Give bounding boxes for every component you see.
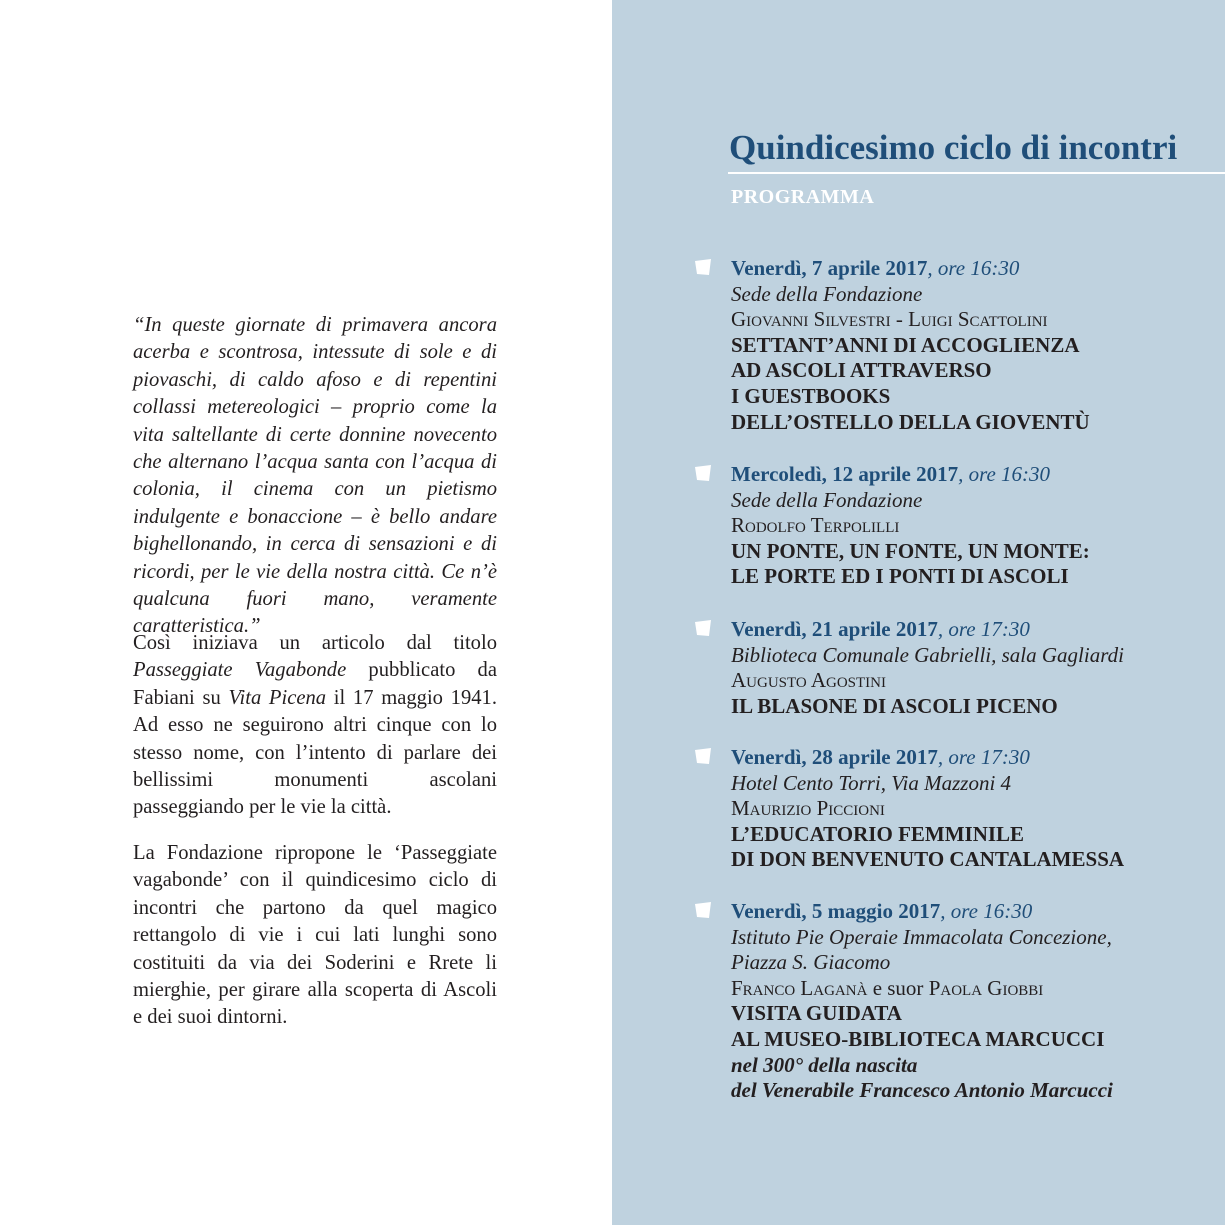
event-title-line: DELL’OSTELLO DELLA GIOVENTÙ <box>731 409 1090 434</box>
event-place: Sede della Fondazione <box>731 281 923 306</box>
event-title-line: SETTANT’ANNI DI ACCOGLIENZA <box>731 332 1080 357</box>
speaker-join: e suor <box>867 975 929 1000</box>
event-item <box>731 462 1211 590</box>
speaker-name: Franco Laganà <box>731 975 868 1000</box>
event-title-line: LE PORTE ED I PONTI DI ASCOLI <box>731 564 1069 589</box>
event-time: ore 17:30 <box>948 745 1030 769</box>
program-title: Quindicesimo ciclo di incontri <box>729 128 1178 167</box>
event-speakers: Augusto Agostini <box>731 668 886 693</box>
intro-quote: “In queste giornate di primavera ancora acerba e scontrosa, intessute di sole e di piovaschi, di caldo afoso e di repentini collassi metereologici – proprio come la vita saltellante di certe donnine novecento che alternano l’acqua santa con l’acqua di colonia, il cinema con un pietismo indulgente e bonaccione – è bello andare bighellonando, in cerca di sensazioni e di ricordi, per le vie della nostra città. Ce n’è qualcuna fuori mano, veramente caratteristica.” <box>133 314 497 638</box>
event-date: Venerdì, 28 aprile 2017 <box>731 745 938 769</box>
event-separator: , <box>927 256 938 280</box>
event-time: ore 16:30 <box>950 899 1033 923</box>
event-speakers: Giovanni Silvestri - Luigi Scattolini <box>731 307 1048 332</box>
event-title-line: AD ASCOLI ATTRAVERSO <box>731 358 992 383</box>
title-divider <box>728 172 1225 174</box>
event-item <box>731 617 1211 719</box>
page-marker-icon <box>694 619 712 637</box>
event-title-line: I GUESTBOOKS <box>731 383 891 408</box>
event-title-line: UN PONTE, UN FONTE, UN MONTE: <box>731 538 1090 563</box>
event-title-line: AL MUSEO-BIBLIOTECA MARCUCCI <box>731 1026 1105 1051</box>
event-date: Mercoledì, 12 aprile 2017 <box>731 462 959 486</box>
event-separator: , <box>937 745 949 769</box>
event-item <box>731 899 1211 1104</box>
event-separator: , <box>958 462 969 486</box>
para1-text-c: pubblicato da Fabiani su <box>133 659 497 709</box>
para1-text-a: Così iniziava un articolo dal titolo <box>133 632 497 654</box>
para1-title-passeggiate: Passeggiate Vagabonde <box>133 659 347 682</box>
left-panel <box>0 0 612 1225</box>
event-place: Sede della Fondazione <box>731 487 923 512</box>
event-title-line: DI DON BENVENUTO CANTALAMESSA <box>731 847 1125 872</box>
event-place: Piazza S. Giacomo <box>731 950 891 975</box>
page-marker-icon <box>694 464 712 482</box>
event-place: Hotel Cento Torri, Via Mazzoni 4 <box>731 770 1012 795</box>
event-title-line: VISITA GUIDATA <box>731 1001 902 1026</box>
event-time: ore 16:30 <box>937 256 1020 280</box>
event-item <box>731 745 1211 873</box>
event-date: Venerdì, 5 maggio 2017 <box>731 899 941 923</box>
event-place: Istituto Pie Operaie Immacolata Concezione, <box>731 924 1112 949</box>
event-title-line: IL BLASONE DI ASCOLI PICENO <box>731 693 1058 718</box>
event-subtitle-line: nel 300° della nascita <box>731 1052 918 1077</box>
speaker-name: Paola Giobbi <box>928 975 1044 1000</box>
program-label: PROGRAMMA <box>731 186 875 208</box>
event-subtitle-line: del Venerabile Francesco Antonio Marcucci <box>731 1078 1113 1103</box>
event-speakers: Maurizio Piccioni <box>731 796 885 821</box>
event-speakers <box>731 976 1211 1002</box>
page-marker-icon <box>694 258 712 276</box>
event-date: Venerdì, 7 aprile 2017 <box>731 256 928 280</box>
page-marker-icon <box>694 901 712 919</box>
event-time: ore 16:30 <box>968 462 1051 486</box>
event-separator: , <box>940 899 951 923</box>
page-marker-icon <box>694 747 712 765</box>
event-item <box>731 256 1211 435</box>
event-title-line: L’EDUCATORIO FEMMINILE <box>731 821 1025 846</box>
event-separator: , <box>937 617 949 641</box>
intro-paragraph-1 <box>133 630 497 822</box>
event-speakers: Rodolfo Terpolilli <box>731 513 900 538</box>
para1-text-e: il 17 maggio 1941. Ad esso ne seguirono altri cinque con lo stesso nome, con l’intento di parlare dei bellissimi monumenti ascolani passeggiando per le vie la città. <box>133 686 497 819</box>
event-time: ore 17:30 <box>948 617 1030 641</box>
intro-paragraph-2: La Fondazione ripropone le ‘Passeggiate vagabonde’ con il quindicesimo ciclo di incontri che partono da quel magico rettangolo di vie i cui lati lunghi sono costituiti da via dei Soderini e Rrete li mierghie, per girare alla scoperta di Ascoli e dei suoi dintorni. <box>133 842 497 1029</box>
event-date: Venerdì, 21 aprile 2017 <box>731 617 938 641</box>
event-place: Biblioteca Comunale Gabrielli, sala Gagliardi <box>731 642 1124 667</box>
para1-title-vita-picena: Vita Picena <box>228 686 327 709</box>
